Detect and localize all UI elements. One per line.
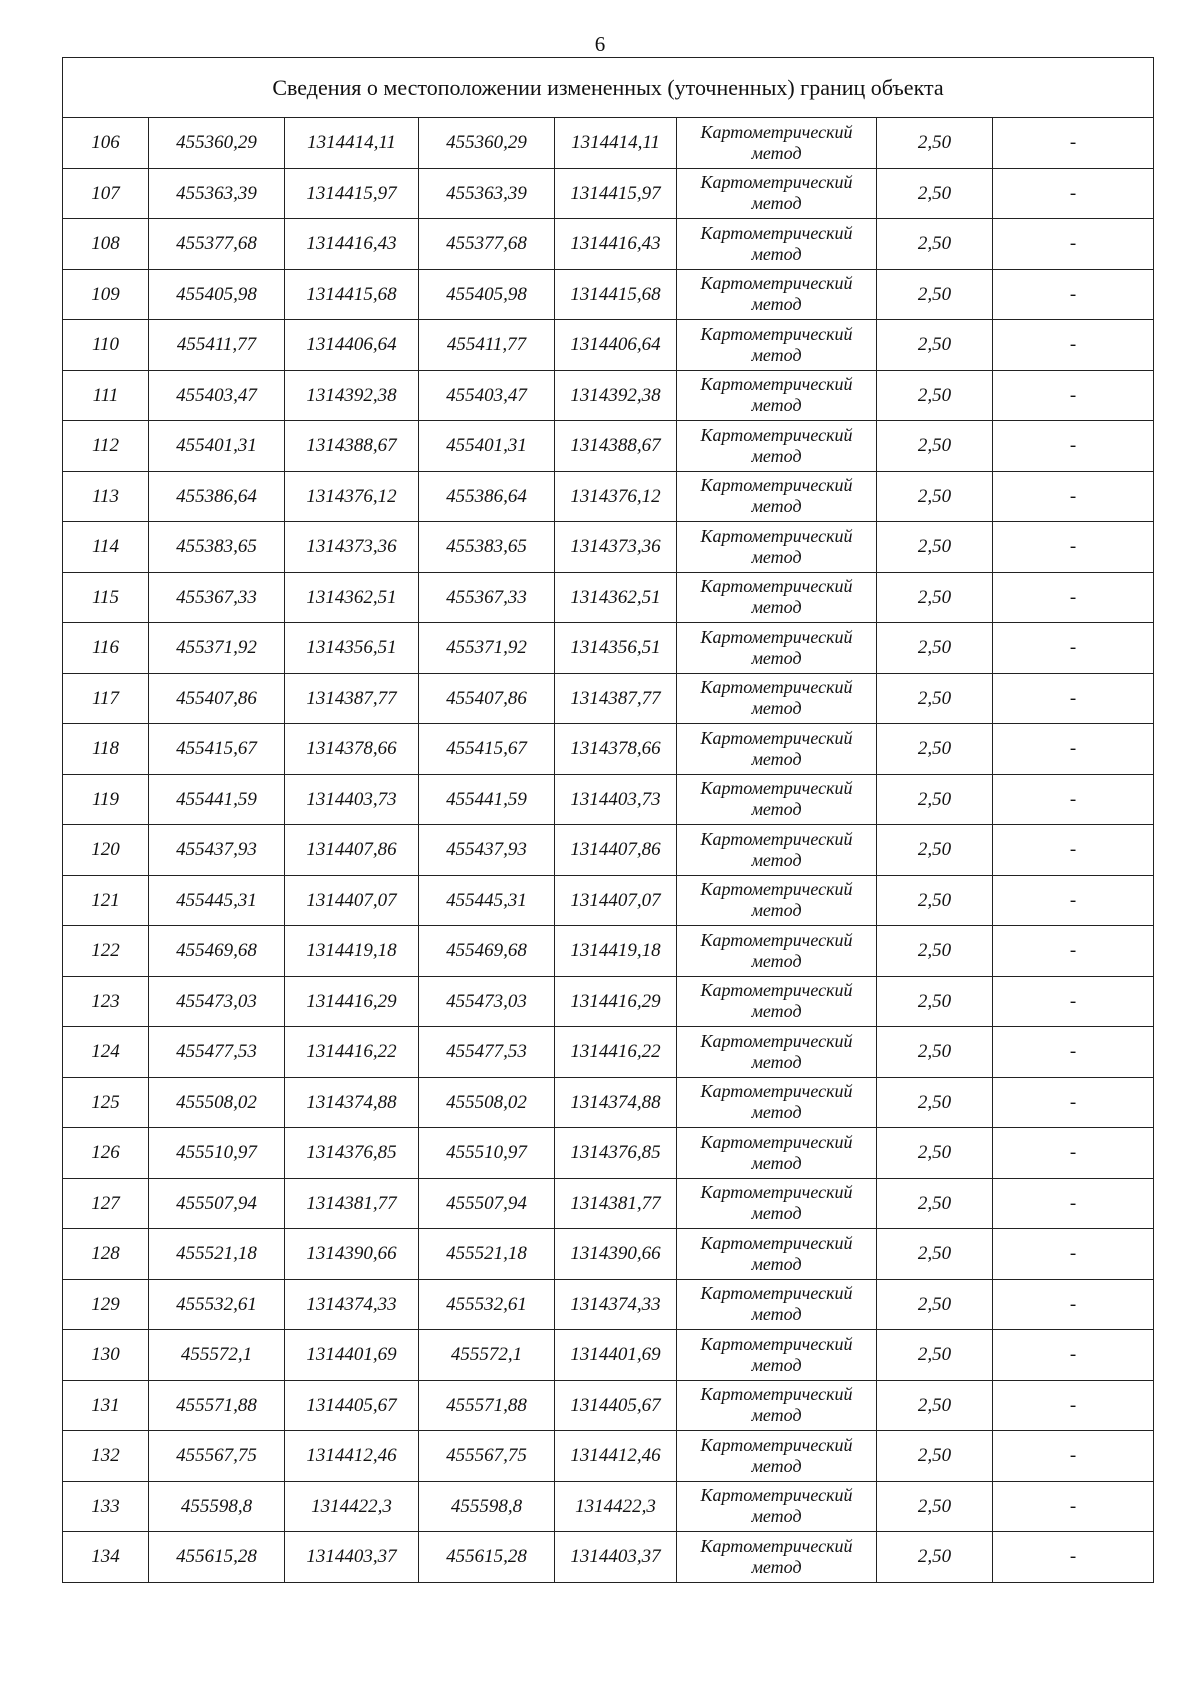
existing-y-cell: 1314416,22 xyxy=(285,1027,419,1078)
refined-x-cell: 455377,68 xyxy=(419,219,555,270)
table-row xyxy=(63,1380,1154,1431)
accuracy-cell: 2,50 xyxy=(877,269,993,320)
accuracy-cell: 2,50 xyxy=(877,875,993,926)
method-cell: Картометрический метод xyxy=(677,421,877,472)
accuracy-cell: 2,50 xyxy=(877,1279,993,1330)
existing-y-cell: 1314401,69 xyxy=(285,1330,419,1381)
table-row xyxy=(63,370,1154,421)
existing-y-cell: 1314403,73 xyxy=(285,774,419,825)
method-cell: Картометрический метод xyxy=(677,1229,877,1280)
refined-y-cell: 1314373,36 xyxy=(555,522,677,573)
refined-x-cell: 455367,33 xyxy=(419,572,555,623)
refined-x-cell: 455507,94 xyxy=(419,1178,555,1229)
table-row xyxy=(63,1128,1154,1179)
refined-x-cell: 455383,65 xyxy=(419,522,555,573)
refined-y-cell: 1314403,37 xyxy=(555,1532,677,1583)
refined-x-cell: 455441,59 xyxy=(419,774,555,825)
note-cell: - xyxy=(993,926,1154,977)
refined-x-cell: 455411,77 xyxy=(419,320,555,371)
point-number-cell: 110 xyxy=(63,320,149,371)
refined-y-cell: 1314412,46 xyxy=(555,1431,677,1482)
existing-x-cell: 455571,88 xyxy=(149,1380,285,1431)
accuracy-cell: 2,50 xyxy=(877,1532,993,1583)
table-row xyxy=(63,421,1154,472)
existing-x-cell: 455445,31 xyxy=(149,875,285,926)
accuracy-cell: 2,50 xyxy=(877,673,993,724)
table-row xyxy=(63,774,1154,825)
point-number-cell: 118 xyxy=(63,724,149,775)
refined-y-cell: 1314381,77 xyxy=(555,1178,677,1229)
existing-x-cell: 455405,98 xyxy=(149,269,285,320)
existing-x-cell: 455383,65 xyxy=(149,522,285,573)
refined-x-cell: 455445,31 xyxy=(419,875,555,926)
method-cell: Картометрический метод xyxy=(677,219,877,270)
note-cell: - xyxy=(993,1128,1154,1179)
refined-y-cell: 1314414,11 xyxy=(555,118,677,169)
accuracy-cell: 2,50 xyxy=(877,370,993,421)
existing-x-cell: 455532,61 xyxy=(149,1279,285,1330)
existing-y-cell: 1314376,85 xyxy=(285,1128,419,1179)
accuracy-cell: 2,50 xyxy=(877,724,993,775)
point-number-cell: 106 xyxy=(63,118,149,169)
method-cell: Картометрический метод xyxy=(677,926,877,977)
note-cell: - xyxy=(993,1481,1154,1532)
existing-x-cell: 455367,33 xyxy=(149,572,285,623)
point-number-cell: 132 xyxy=(63,1431,149,1482)
refined-x-cell: 455532,61 xyxy=(419,1279,555,1330)
note-cell: - xyxy=(993,168,1154,219)
method-cell: Картометрический метод xyxy=(677,1077,877,1128)
point-number-cell: 126 xyxy=(63,1128,149,1179)
existing-x-cell: 455371,92 xyxy=(149,623,285,674)
accuracy-cell: 2,50 xyxy=(877,118,993,169)
note-cell: - xyxy=(993,320,1154,371)
refined-y-cell: 1314415,97 xyxy=(555,168,677,219)
point-number-cell: 120 xyxy=(63,825,149,876)
refined-x-cell: 455572,1 xyxy=(419,1330,555,1381)
accuracy-cell: 2,50 xyxy=(877,623,993,674)
point-number-cell: 123 xyxy=(63,976,149,1027)
refined-y-cell: 1314416,22 xyxy=(555,1027,677,1078)
refined-y-cell: 1314407,07 xyxy=(555,875,677,926)
table-row xyxy=(63,1077,1154,1128)
point-number-cell: 133 xyxy=(63,1481,149,1532)
refined-y-cell: 1314401,69 xyxy=(555,1330,677,1381)
existing-y-cell: 1314414,11 xyxy=(285,118,419,169)
existing-y-cell: 1314362,51 xyxy=(285,572,419,623)
existing-y-cell: 1314374,33 xyxy=(285,1279,419,1330)
refined-x-cell: 455567,75 xyxy=(419,1431,555,1482)
accuracy-cell: 2,50 xyxy=(877,1027,993,1078)
refined-x-cell: 455521,18 xyxy=(419,1229,555,1280)
existing-y-cell: 1314374,88 xyxy=(285,1077,419,1128)
table-row xyxy=(63,825,1154,876)
point-number-cell: 134 xyxy=(63,1532,149,1583)
refined-x-cell: 455437,93 xyxy=(419,825,555,876)
note-cell: - xyxy=(993,1380,1154,1431)
point-number-cell: 131 xyxy=(63,1380,149,1431)
note-cell: - xyxy=(993,370,1154,421)
table-row xyxy=(63,168,1154,219)
existing-y-cell: 1314373,36 xyxy=(285,522,419,573)
point-number-cell: 115 xyxy=(63,572,149,623)
table-row xyxy=(63,522,1154,573)
point-number-cell: 112 xyxy=(63,421,149,472)
existing-x-cell: 455567,75 xyxy=(149,1431,285,1482)
existing-x-cell: 455615,28 xyxy=(149,1532,285,1583)
table-row xyxy=(63,1532,1154,1583)
existing-y-cell: 1314407,86 xyxy=(285,825,419,876)
table-row xyxy=(63,1279,1154,1330)
note-cell: - xyxy=(993,1431,1154,1482)
existing-y-cell: 1314376,12 xyxy=(285,471,419,522)
existing-y-cell: 1314415,97 xyxy=(285,168,419,219)
refined-y-cell: 1314378,66 xyxy=(555,724,677,775)
point-number-cell: 127 xyxy=(63,1178,149,1229)
refined-y-cell: 1314416,43 xyxy=(555,219,677,270)
refined-x-cell: 455386,64 xyxy=(419,471,555,522)
note-cell: - xyxy=(993,269,1154,320)
refined-x-cell: 455401,31 xyxy=(419,421,555,472)
note-cell: - xyxy=(993,118,1154,169)
accuracy-cell: 2,50 xyxy=(877,572,993,623)
accuracy-cell: 2,50 xyxy=(877,168,993,219)
refined-y-cell: 1314422,3 xyxy=(555,1481,677,1532)
point-number-cell: 116 xyxy=(63,623,149,674)
note-cell: - xyxy=(993,673,1154,724)
method-cell: Картометрический метод xyxy=(677,623,877,674)
page-number: 6 xyxy=(594,32,606,56)
existing-x-cell: 455572,1 xyxy=(149,1330,285,1381)
existing-y-cell: 1314356,51 xyxy=(285,623,419,674)
method-cell: Картометрический метод xyxy=(677,1128,877,1179)
accuracy-cell: 2,50 xyxy=(877,320,993,371)
table-row xyxy=(63,219,1154,270)
accuracy-cell: 2,50 xyxy=(877,1128,993,1179)
note-cell: - xyxy=(993,1330,1154,1381)
existing-y-cell: 1314387,77 xyxy=(285,673,419,724)
existing-x-cell: 455521,18 xyxy=(149,1229,285,1280)
refined-x-cell: 455403,47 xyxy=(419,370,555,421)
point-number-cell: 111 xyxy=(63,370,149,421)
point-number-cell: 129 xyxy=(63,1279,149,1330)
note-cell: - xyxy=(993,1027,1154,1078)
point-number-cell: 114 xyxy=(63,522,149,573)
table-row xyxy=(63,471,1154,522)
method-cell: Картометрический метод xyxy=(677,1380,877,1431)
method-cell: Картометрический метод xyxy=(677,1178,877,1229)
refined-x-cell: 455615,28 xyxy=(419,1532,555,1583)
table-row xyxy=(63,1229,1154,1280)
note-cell: - xyxy=(993,774,1154,825)
point-number-cell: 107 xyxy=(63,168,149,219)
existing-y-cell: 1314419,18 xyxy=(285,926,419,977)
accuracy-cell: 2,50 xyxy=(877,1380,993,1431)
refined-x-cell: 455371,92 xyxy=(419,623,555,674)
refined-y-cell: 1314416,29 xyxy=(555,976,677,1027)
existing-x-cell: 455411,77 xyxy=(149,320,285,371)
note-cell: - xyxy=(993,471,1154,522)
refined-y-cell: 1314406,64 xyxy=(555,320,677,371)
refined-y-cell: 1314390,66 xyxy=(555,1229,677,1280)
existing-x-cell: 455401,31 xyxy=(149,421,285,472)
existing-x-cell: 455363,39 xyxy=(149,168,285,219)
method-cell: Картометрический метод xyxy=(677,320,877,371)
refined-y-cell: 1314376,12 xyxy=(555,471,677,522)
method-cell: Картометрический метод xyxy=(677,471,877,522)
refined-x-cell: 455508,02 xyxy=(419,1077,555,1128)
refined-x-cell: 455473,03 xyxy=(419,976,555,1027)
existing-y-cell: 1314412,46 xyxy=(285,1431,419,1482)
refined-y-cell: 1314392,38 xyxy=(555,370,677,421)
method-cell: Картометрический метод xyxy=(677,1532,877,1583)
existing-y-cell: 1314403,37 xyxy=(285,1532,419,1583)
table-row xyxy=(63,320,1154,371)
point-number-cell: 122 xyxy=(63,926,149,977)
table-row xyxy=(63,875,1154,926)
point-number-cell: 130 xyxy=(63,1330,149,1381)
point-number-cell: 113 xyxy=(63,471,149,522)
point-number-cell: 121 xyxy=(63,875,149,926)
accuracy-cell: 2,50 xyxy=(877,421,993,472)
existing-y-cell: 1314378,66 xyxy=(285,724,419,775)
existing-y-cell: 1314392,38 xyxy=(285,370,419,421)
refined-y-cell: 1314403,73 xyxy=(555,774,677,825)
point-number-cell: 125 xyxy=(63,1077,149,1128)
refined-y-cell: 1314415,68 xyxy=(555,269,677,320)
existing-y-cell: 1314406,64 xyxy=(285,320,419,371)
accuracy-cell: 2,50 xyxy=(877,825,993,876)
existing-y-cell: 1314407,07 xyxy=(285,875,419,926)
method-cell: Картометрический метод xyxy=(677,774,877,825)
note-cell: - xyxy=(993,219,1154,270)
method-cell: Картометрический метод xyxy=(677,875,877,926)
existing-x-cell: 455508,02 xyxy=(149,1077,285,1128)
table-row xyxy=(63,118,1154,169)
existing-x-cell: 455403,47 xyxy=(149,370,285,421)
existing-x-cell: 455415,67 xyxy=(149,724,285,775)
point-number-cell: 119 xyxy=(63,774,149,825)
refined-y-cell: 1314362,51 xyxy=(555,572,677,623)
existing-y-cell: 1314415,68 xyxy=(285,269,419,320)
accuracy-cell: 2,50 xyxy=(877,1330,993,1381)
refined-y-cell: 1314374,33 xyxy=(555,1279,677,1330)
point-number-cell: 108 xyxy=(63,219,149,270)
table-row xyxy=(63,976,1154,1027)
existing-x-cell: 455386,64 xyxy=(149,471,285,522)
table-title: Сведения о местоположении измененных (уточненных) границ объекта xyxy=(63,58,1154,118)
method-cell: Картометрический метод xyxy=(677,370,877,421)
table-row xyxy=(63,926,1154,977)
accuracy-cell: 2,50 xyxy=(877,1178,993,1229)
accuracy-cell: 2,50 xyxy=(877,1431,993,1482)
table-row xyxy=(63,623,1154,674)
accuracy-cell: 2,50 xyxy=(877,1229,993,1280)
existing-y-cell: 1314422,3 xyxy=(285,1481,419,1532)
point-number-cell: 128 xyxy=(63,1229,149,1280)
method-cell: Картометрический метод xyxy=(677,724,877,775)
refined-x-cell: 455360,29 xyxy=(419,118,555,169)
note-cell: - xyxy=(993,1279,1154,1330)
refined-x-cell: 455415,67 xyxy=(419,724,555,775)
note-cell: - xyxy=(993,976,1154,1027)
table-row xyxy=(63,1431,1154,1482)
existing-y-cell: 1314416,29 xyxy=(285,976,419,1027)
existing-y-cell: 1314405,67 xyxy=(285,1380,419,1431)
refined-x-cell: 455510,97 xyxy=(419,1128,555,1179)
existing-x-cell: 455473,03 xyxy=(149,976,285,1027)
existing-x-cell: 455510,97 xyxy=(149,1128,285,1179)
note-cell: - xyxy=(993,1178,1154,1229)
accuracy-cell: 2,50 xyxy=(877,471,993,522)
point-number-cell: 124 xyxy=(63,1027,149,1078)
point-number-cell: 117 xyxy=(63,673,149,724)
table-row xyxy=(63,572,1154,623)
refined-x-cell: 455477,53 xyxy=(419,1027,555,1078)
method-cell: Картометрический метод xyxy=(677,1330,877,1381)
table-row xyxy=(63,269,1154,320)
method-cell: Картометрический метод xyxy=(677,825,877,876)
refined-x-cell: 455571,88 xyxy=(419,1380,555,1431)
method-cell: Картометрический метод xyxy=(677,673,877,724)
note-cell: - xyxy=(993,1532,1154,1583)
existing-y-cell: 1314390,66 xyxy=(285,1229,419,1280)
method-cell: Картометрический метод xyxy=(677,269,877,320)
refined-y-cell: 1314376,85 xyxy=(555,1128,677,1179)
existing-x-cell: 455407,86 xyxy=(149,673,285,724)
existing-x-cell: 455377,68 xyxy=(149,219,285,270)
refined-x-cell: 455598,8 xyxy=(419,1481,555,1532)
accuracy-cell: 2,50 xyxy=(877,522,993,573)
existing-y-cell: 1314388,67 xyxy=(285,421,419,472)
accuracy-cell: 2,50 xyxy=(877,219,993,270)
refined-y-cell: 1314419,18 xyxy=(555,926,677,977)
refined-y-cell: 1314387,77 xyxy=(555,673,677,724)
method-cell: Картометрический метод xyxy=(677,976,877,1027)
existing-x-cell: 455507,94 xyxy=(149,1178,285,1229)
note-cell: - xyxy=(993,623,1154,674)
method-cell: Картометрический метод xyxy=(677,1279,877,1330)
note-cell: - xyxy=(993,724,1154,775)
boundary-coordinates-table xyxy=(62,57,1154,1583)
refined-x-cell: 455363,39 xyxy=(419,168,555,219)
accuracy-cell: 2,50 xyxy=(877,976,993,1027)
note-cell: - xyxy=(993,572,1154,623)
table-row xyxy=(63,1027,1154,1078)
table-row xyxy=(63,724,1154,775)
method-cell: Картометрический метод xyxy=(677,1431,877,1482)
existing-y-cell: 1314416,43 xyxy=(285,219,419,270)
existing-x-cell: 455441,59 xyxy=(149,774,285,825)
refined-x-cell: 455405,98 xyxy=(419,269,555,320)
method-cell: Картометрический метод xyxy=(677,522,877,573)
method-cell: Картометрический метод xyxy=(677,1027,877,1078)
existing-x-cell: 455437,93 xyxy=(149,825,285,876)
table-row xyxy=(63,1330,1154,1381)
note-cell: - xyxy=(993,421,1154,472)
method-cell: Картометрический метод xyxy=(677,168,877,219)
note-cell: - xyxy=(993,875,1154,926)
table-row xyxy=(63,673,1154,724)
note-cell: - xyxy=(993,522,1154,573)
table-title-row xyxy=(63,58,1154,118)
existing-x-cell: 455469,68 xyxy=(149,926,285,977)
existing-x-cell: 455360,29 xyxy=(149,118,285,169)
method-cell: Картометрический метод xyxy=(677,118,877,169)
method-cell: Картометрический метод xyxy=(677,572,877,623)
accuracy-cell: 2,50 xyxy=(877,1481,993,1532)
accuracy-cell: 2,50 xyxy=(877,926,993,977)
accuracy-cell: 2,50 xyxy=(877,1077,993,1128)
refined-y-cell: 1314374,88 xyxy=(555,1077,677,1128)
refined-x-cell: 455469,68 xyxy=(419,926,555,977)
refined-y-cell: 1314407,86 xyxy=(555,825,677,876)
refined-y-cell: 1314388,67 xyxy=(555,421,677,472)
refined-y-cell: 1314356,51 xyxy=(555,623,677,674)
existing-x-cell: 455598,8 xyxy=(149,1481,285,1532)
note-cell: - xyxy=(993,1229,1154,1280)
existing-x-cell: 455477,53 xyxy=(149,1027,285,1078)
note-cell: - xyxy=(993,1077,1154,1128)
refined-y-cell: 1314405,67 xyxy=(555,1380,677,1431)
point-number-cell: 109 xyxy=(63,269,149,320)
table-row xyxy=(63,1178,1154,1229)
method-cell: Картометрический метод xyxy=(677,1481,877,1532)
note-cell: - xyxy=(993,825,1154,876)
accuracy-cell: 2,50 xyxy=(877,774,993,825)
table-row xyxy=(63,1481,1154,1532)
existing-y-cell: 1314381,77 xyxy=(285,1178,419,1229)
refined-x-cell: 455407,86 xyxy=(419,673,555,724)
